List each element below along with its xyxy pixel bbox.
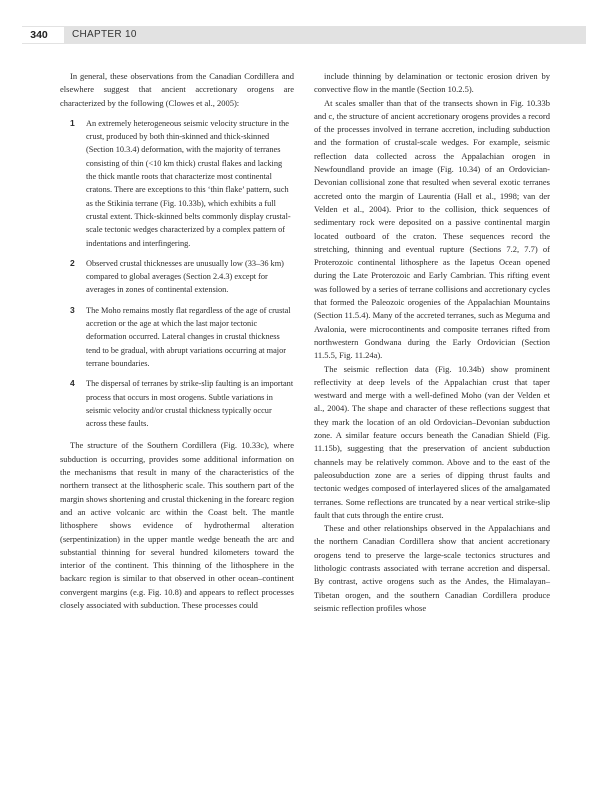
- intro-paragraph: In general, these observations from the Canadian Cordillera and elsewhere suggest that ancient accretionary orogens are characterized by the following (Clowes et al., 2005):: [60, 71, 294, 108]
- list-number: 4: [70, 378, 75, 389]
- list-text: The dispersal of terranes by strike-slip faulting is an important process that occurs in most orogens. Subtle variations in seismic velocity and/or crustal thickness typically occur across these faults.: [86, 379, 294, 429]
- body-paragraph: The seismic reflection data (Fig. 10.34b) show prominent reflectivity at deep levels of the Appalachian crust that taper westward and merge with a well-defined Moho (van der Velden et al., 2004). The shape and character of these reflections suggest that they mark the location of an old Ordovician–Devonian subduction zone. A similar feature occurs beneath the Canadian Shield (Fig. 11.15b), suggesting that the preservation of ancient subduction channels may be relatively common. Above and to the east of the paleosubduction zone are a series of dipping thrust faults and tectonic wedges composed of interlayered slices of the amalgamated terranes. Some reflections are truncated by a near vertical strike-slip fault that cuts through the entire crust.: [314, 363, 550, 520]
- list-text: The Moho remains mostly flat regardless of the age of crustal accretion or the age at which the last major tectonic deformation occurred. Lateral changes in crustal thickness tend to be gradual, with abrupt variations occurring at major terrane boundaries.: [86, 305, 291, 368]
- left-column: [60, 70, 294, 612]
- list-number: 2: [70, 257, 75, 268]
- list-item: [60, 377, 294, 430]
- characteristics-list: [60, 117, 294, 431]
- list-number: 3: [70, 304, 75, 315]
- list-item: [60, 117, 294, 250]
- running-header: [0, 26, 615, 44]
- list-item: [60, 304, 294, 370]
- list-number: 1: [70, 117, 75, 128]
- list-text: Observed crustal thicknesses are unusually low (33–36 km) compared to global averages (Section 2.4.3) except for averages in zones of continental extension.: [86, 258, 284, 295]
- body-paragraph: The structure of the Southern Cordillera (Fig. 10.33c), where subduction is occurring, provides some additional information on the mechanisms that result in many of the characteristics of the northern transect at the lithospheric scale. This southern part of the margin shows shortening and crustal thickening in the forearc region and an active volcanic arc within the Coast belt. The mantle lithosphere shows evidence of hydrothermal alteration (serpentinization) in the upper mantle wedge beneath the arc and substantial thinning for several hundred kilometers toward the interior of the continent. This thinning of the lithosphere in the backarc region is similar to that observed in other ocean–continent convergent margins (e.g. Fig. 10.8) and appears to reflect processes closely associated with subduction. These processes could: [60, 440, 294, 610]
- right-column: [314, 70, 550, 615]
- body-paragraph: These and other relationships observed in the Appalachians and the northern Canadian Cordillera show that ancient accretionary orogens tend to preserve the large-scale tectonics structures and lithologic contrasts associated with terrane accretion and dispersal. By contrast, active orogens such as the Andes, the Himalayan–Tibetan orogen, and the southern Canadian Cordillera produce seismic reflection profiles whose: [314, 523, 550, 613]
- list-text: An extremely heterogeneous seismic velocity structure in the crust, produced by both thin-skinned and thick-skinned (Section 10.3.4) deformation, with the majority of terranes consisting of thin (<10 km thick) crustal flakes and lacking the thick mantle roots that characterize most continental cratons. There are exceptions to this ‘thin flake’ pattern, such as the Stikinia terrane (Fig. 10.33b), which exhibits a full crustal extent. Thick-skinned belts commonly display crustal-scale tectonic wedges characterized by a complex pattern of indentations and interfingering.: [86, 118, 291, 248]
- list-item: [60, 257, 294, 297]
- body-paragraph: include thinning by delamination or tectonic erosion driven by convective flow in the mantle (Section 10.2.5).: [314, 71, 550, 95]
- chapter-title: CHAPTER 10: [72, 29, 137, 40]
- page-number: 340: [14, 27, 64, 43]
- body-paragraph: At scales smaller than that of the transects shown in Fig. 10.33b and c, the structure of ancient accretionary orogens provides a record of the processes involved in terrane accretion, including subduction and the formation of crustal-scale wedges. For example, seismic reflection data collected across the Appalachian orogen in Newfoundland provide an image (Fig. 10.34) of an Ordovician-Devonian collisional zone that resulted when several exotic terranes accreted onto the margin of Laurentia (Hall et al., 1998; van der Velden et al., 2004). Prior to the collision, thick sequences of sedimentary rock were deposited on a passive continental margin located outboard of the craton. These sequences record the stretching, thinning and eventual rupture (Sections 7.2, 7.7) of Proterozoic continental lithosphere as the Iapetus Ocean opened during the Late Proterozoic and Early Cambrian. This rifting event was followed by a series of terrane collisions and accretionary cycles that formed the Paleozoic orogenies of the Appalachian Mountains (Section 11.5.4). Many of the accreted terranes, such as Meguma and Avalonia, were microcontinents and composite terranes rifted from northwestern Gondwana during the Early Ordovician (Section 11.5.5, Fig. 11.24a).: [314, 97, 550, 361]
